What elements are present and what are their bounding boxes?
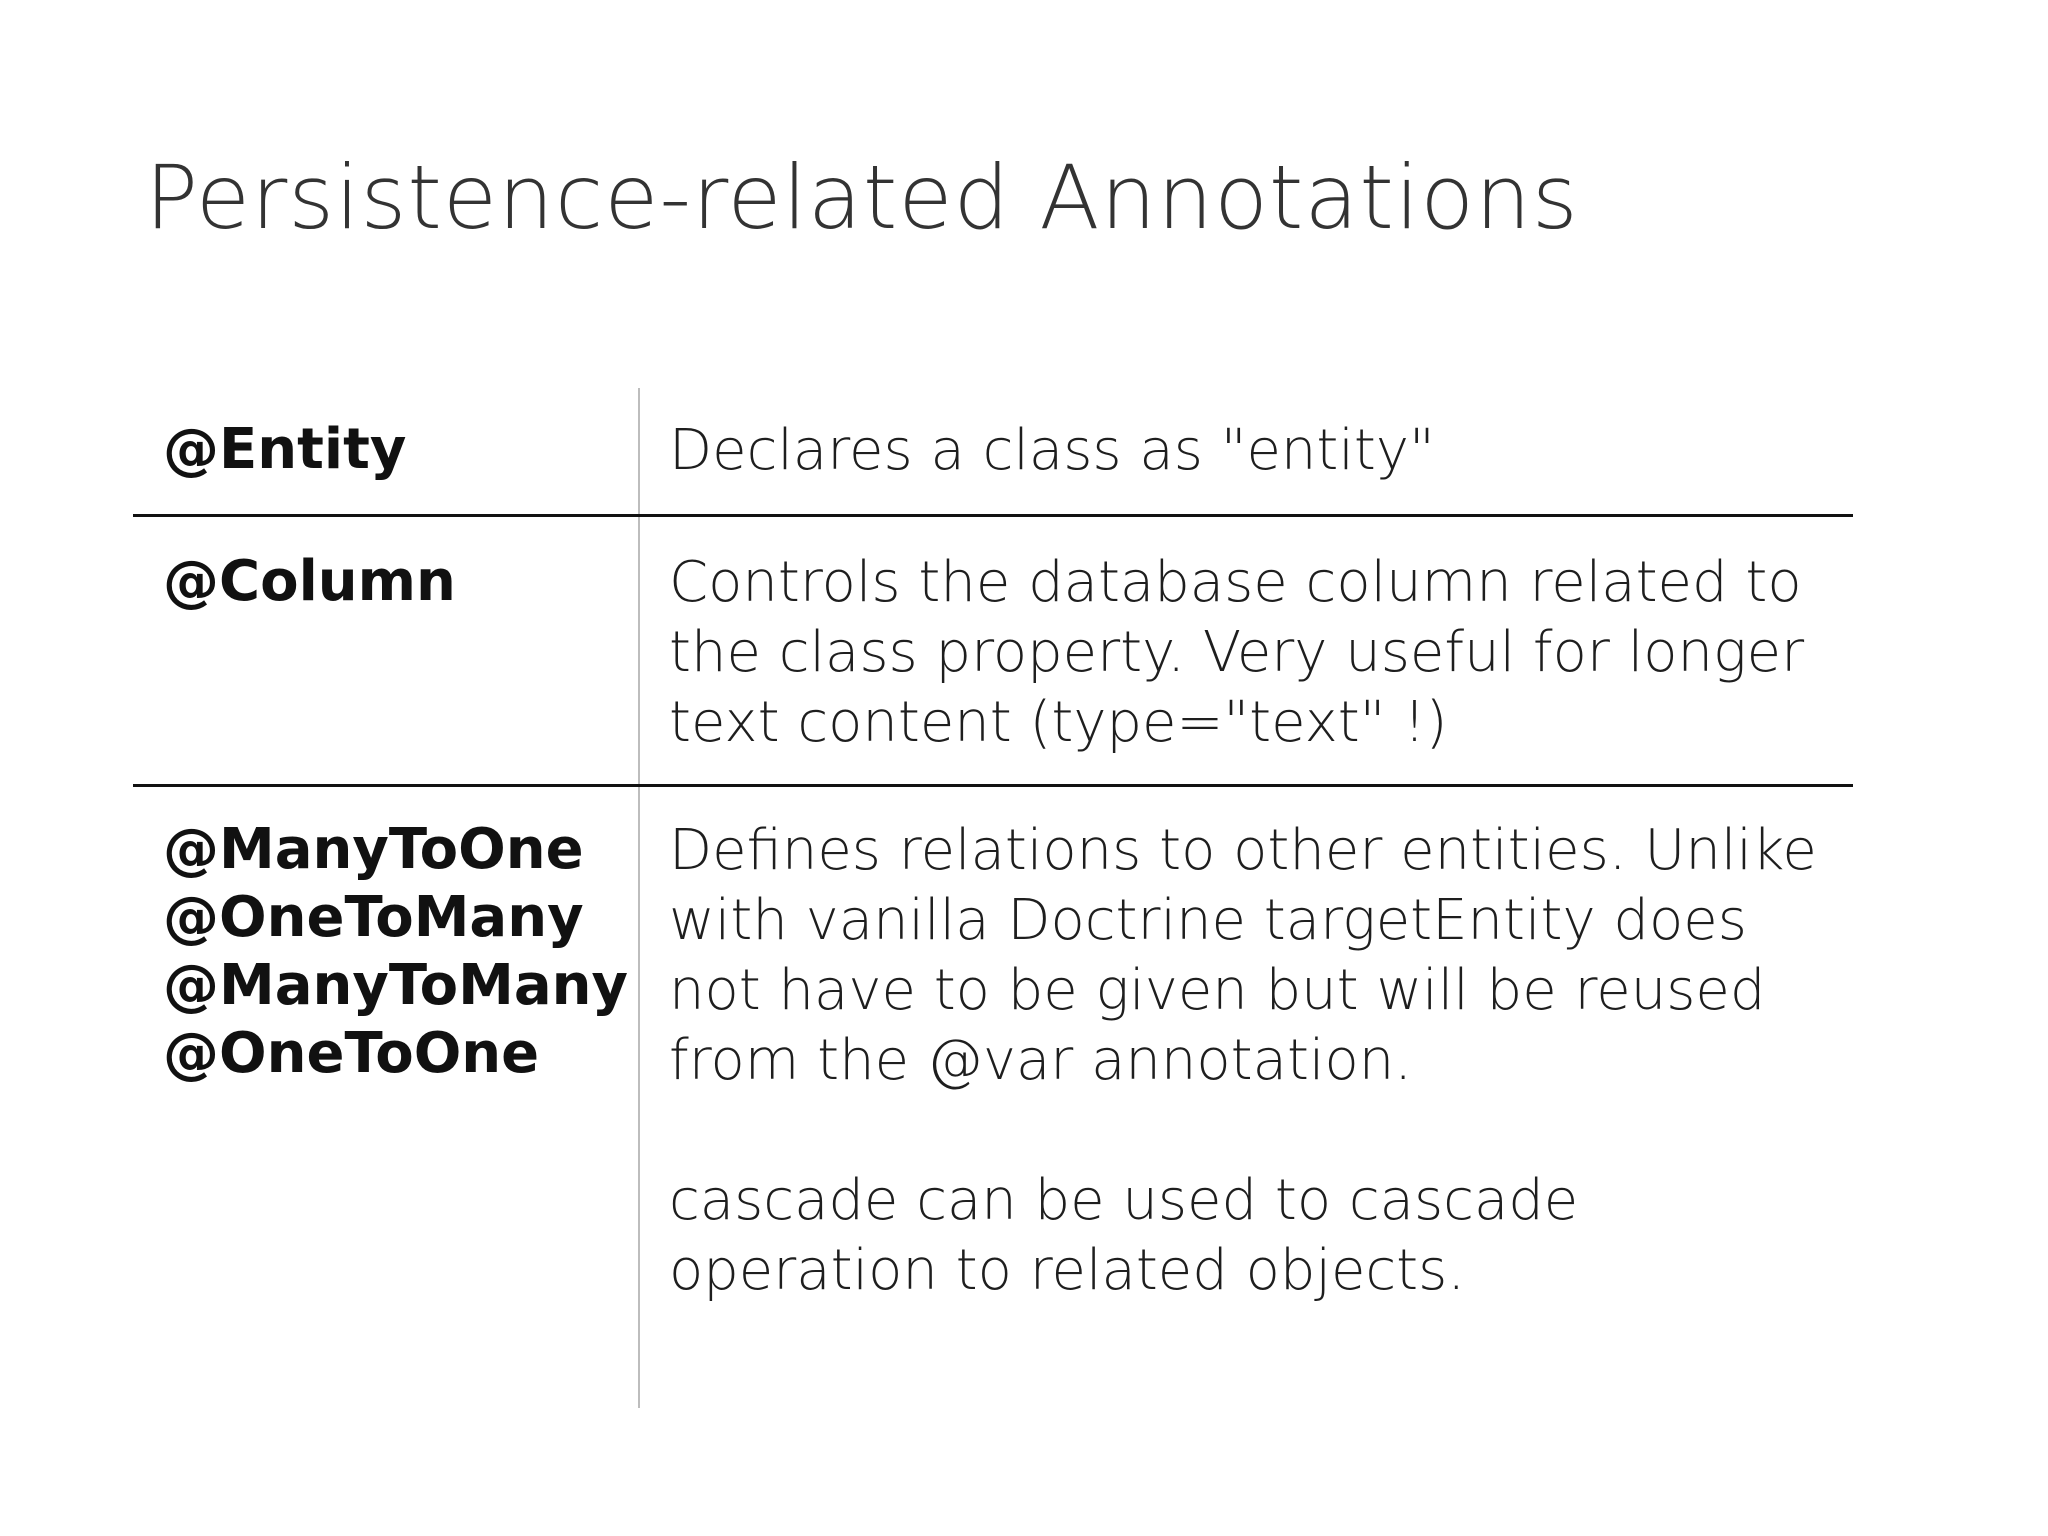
table-row-relations: [133, 816, 1853, 1396]
annotation-description: [669, 816, 1849, 1306]
row-separator: [133, 514, 1853, 517]
annotation-description: [669, 416, 1849, 486]
row-separator: [133, 784, 1853, 787]
description-paragraph: cascade can be used to cascade operation to related objects.: [669, 1168, 1579, 1303]
annotation-description: [669, 548, 1849, 758]
annotation-term: @ManyToOne @OneToMany @ManyToMany @OneToOne: [163, 817, 629, 1086]
annotations-table: [133, 388, 1853, 1408]
table-row-column: [133, 548, 1853, 768]
slide-title: Persistence-related Annotations: [145, 146, 1579, 249]
annotation-term: @Entity: [163, 417, 407, 482]
description-paragraph: Controls the database column related to the class property. Very useful for longer text content (type="text" !): [669, 550, 1805, 755]
annotation-term: @Column: [163, 549, 456, 614]
description-paragraph: Declares a class as "entity": [669, 418, 1435, 483]
description-paragraph: Defines relations to other entities. Unlike with vanilla Doctrine targetEntity does not have to be given but will be reused from the @var annotation.: [669, 818, 1817, 1093]
table-row-entity: [133, 416, 1853, 506]
